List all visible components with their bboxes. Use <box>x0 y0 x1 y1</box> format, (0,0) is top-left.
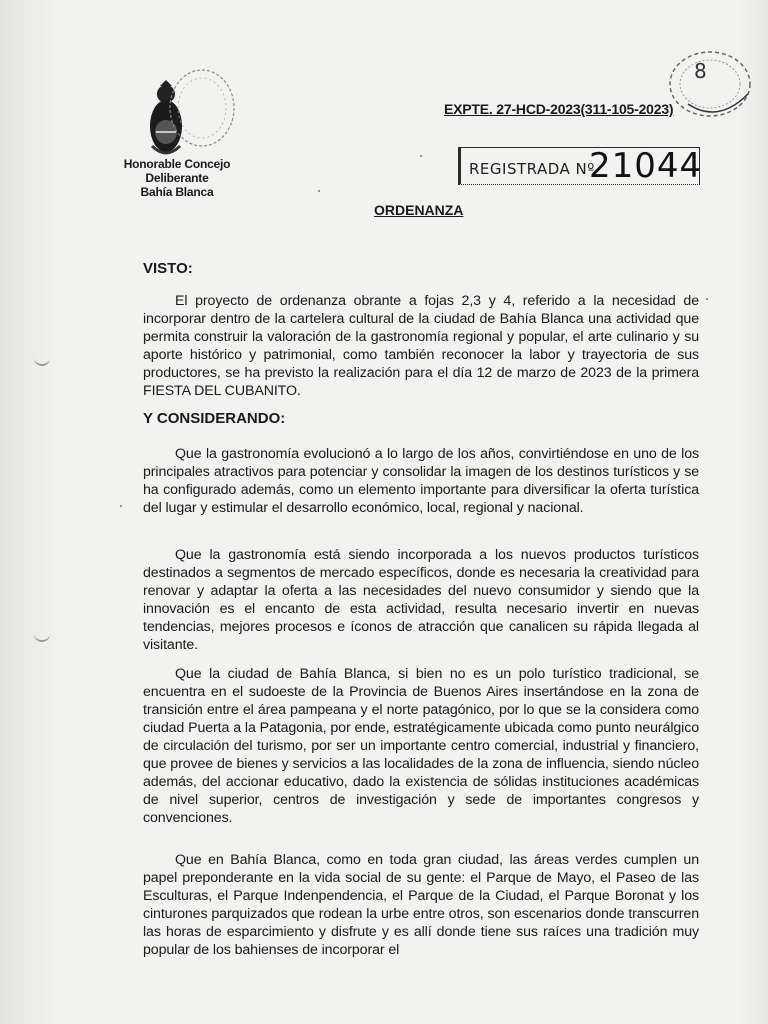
considerando-heading: Y CONSIDERANDO: <box>143 410 286 427</box>
scan-speck <box>318 190 320 192</box>
registration-label: REGISTRADA Nº <box>469 160 595 178</box>
punch-hole-mark <box>34 352 50 366</box>
institution-line-2: Bahía Blanca <box>140 185 214 199</box>
expediente-number: EXPTE. 27-HCD-2023(311-105-2023) <box>444 101 674 117</box>
folio-stamp-icon <box>648 44 758 124</box>
folio-number: 8 <box>694 59 707 83</box>
registration-stamp <box>458 146 703 186</box>
institution-line-1: Honorable Concejo Deliberante <box>123 157 231 185</box>
scan-speck <box>420 155 422 157</box>
document-title: ORDENANZA <box>374 202 464 218</box>
considerando-paragraph-2: Que la gastronomía está siendo incorporada a los nuevos productos turísticos destinados a segmentos de mercado específicos, donde es necesaria la creatividad para renovar y adaptar la oferta a las necesidades del nuevo consumidor y siendo que la innovación es el encanto de esta actividad, resulta necesario invertir en nuevas tendencias, mejores procesos e íconos de atracción que canalicen su rápida llegada al visitante. <box>143 547 699 653</box>
registration-number: 21044 <box>589 146 703 186</box>
scan-speck <box>706 298 708 300</box>
considerando-paragraph-4: Que en Bahía Blanca, como en toda gran ciudad, las áreas verdes cumplen un papel preponderante en la vida social de su gente: el Parque de Mayo, el Paseo de las Esculturas, el Parque Indenpendencia, el Parque de la Ciudad, el Parque Boronat y los cinturones parquizados que rodean la urbe entre otros, son escenarios donde transcurren las horas de esparcimiento y disfrute y es allí donde tiene sus raíces una tradición muy popular de los bahienses de incorporar el <box>143 852 699 958</box>
institution-name <box>92 157 262 199</box>
scan-speck <box>120 505 122 507</box>
seal-stamp-icon <box>166 66 238 150</box>
visto-heading: VISTO: <box>143 260 193 277</box>
considerando-paragraph-1: Que la gastronomía evolucionó a lo largo de los años, convirtiéndose en uno de los principales atractivos para potenciar y consolidar la imagen de los destinos turísticos y se ha configurado además, como un elemento importante para diversificar la oferta turística del lugar y estimular el desarrollo económico, local, regional y nacional. <box>143 446 699 516</box>
considerando-paragraph-3: Que la ciudad de Bahía Blanca, si bien no es un polo turístico tradicional, se encuentra en el sudoeste de la Provincia de Buenos Aires insertándose en la zona de transición entre el área pampeana y el norte patagónico, por lo que se la considera como ciudad Puerta a la Patagonia, por ende, estratégicamente ubicada como punto neurálgico de circulación del turismo, por ser un importante centro comercial, industrial y financiero, que provee de bienes y servicios a las localidades de la zona de influencia, siendo núcleo además, del accionar educativo, dado la existencia de sólidas instituciones académicas de nivel superior, centros de investigación y sede de importantes congresos y convenciones. <box>143 666 699 826</box>
visto-paragraph: El proyecto de ordenanza obrante a fojas 2,3 y 4, referido a la necesidad de incorporar dentro de la cartelera cultural de la ciudad de Bahía Blanca una actividad que permita construir la valoración de la gastronomía regional y popular, el arte culinario y su aporte histórico y patrimonial, como también reconocer la labor y trayectoria de sus productores, se ha previsto la realización para el día 12 de marzo de 2023 de la primera FIESTA DEL CUBANITO. <box>143 293 699 399</box>
punch-hole-mark <box>34 628 50 642</box>
